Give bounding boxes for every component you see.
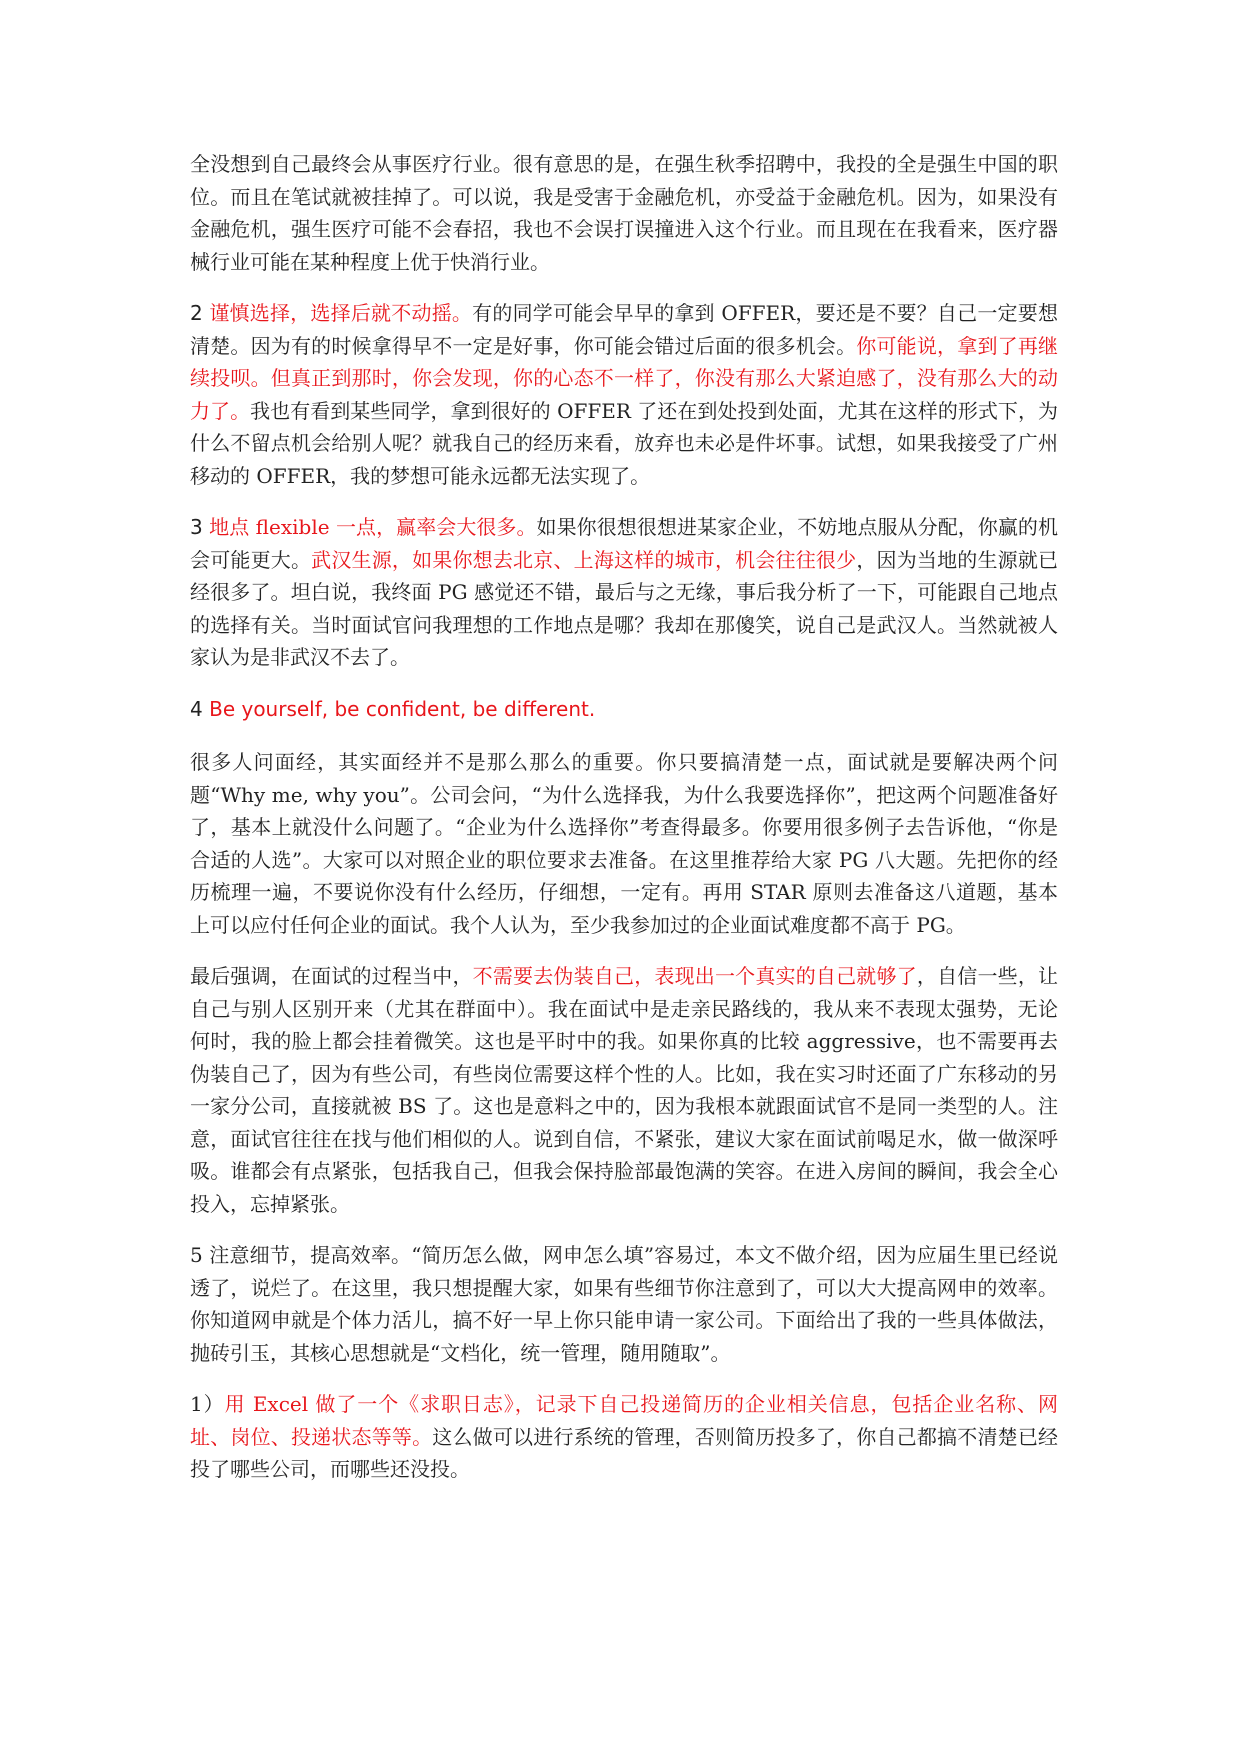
highlighted-text-run: 你可能说，拿到了再继续投呗。但真正到那时，你会发现，你的心态不一样了，你没有那么大紧迫感了，没有那么大的动力了。 (190, 333, 1059, 423)
highlighted-text-run: 不需要去伪装自己，表现出一个真实的自己就够了 (472, 964, 917, 988)
paragraph-tip-4-heading (190, 693, 1058, 726)
paragraph-tip-3 (190, 511, 1058, 674)
tip-number: 3 (190, 515, 210, 539)
list-number: 1） (190, 1392, 225, 1416)
text-run: 很多人问面经，其实面经并不是那么那么的重要。你只要搞清楚一点，面试就是要解决两个问题“Why me, why you”。公司会问，“为什么选择我，为什么我要选择你”，把这两个问题准备好了，基本上就没什么问题了。“企业为什么选择你”考查得最多。你要用很多例子去告诉他，“你是合适的人选”。大家可以对照企业的职位要求去准备。在这里推荐给大家 PG 八大题。先把你的经历梳理一遍，不要说你没有什么经历，仔细想，一定有。再用 STAR 原则去准备这八道题，基本上可以应付任何企业的面试。我个人认为，至少我参加过的企业面试难度都不高于 PG。 (190, 750, 1058, 937)
paragraph-interview-experience (190, 746, 1058, 941)
text-run: ，因为当地的生源就已经很多了。坦白说，我终面 PG 感觉还不错，最后与之无缘，事后我分析了一下，可能跟自己地点的选择有关。当时面试官问我理想的工作地点是哪？我却在那傻笑，说自己是武汉人。当然就被人家认为是非武汉不去了。 (190, 547, 1059, 669)
text-run: 有的同学可能会早早的拿到 OFFER，要还是不要？自己一定要想清楚。因为有的时候拿得早不一定是好事，你可能会错过后面的很多机会。 (190, 301, 1058, 358)
text-run: 5 注意细节，提高效率。“简历怎么做，网申怎么填”容易过，本文不做介绍，因为应届生里已经说透了，说烂了。在这里，我只想提醒大家，如果有些细节你注意到了，可以大大提高网申的效率。你知道网申就是个体力活儿，搞不好一早上你只能申请一家公司。下面给出了我的一些具体做法，抛砖引玉，其核心思想就是“文档化，统一管理，随用随取”。 (190, 1243, 1058, 1365)
document-body (190, 148, 1058, 1505)
tip-number: 2 (190, 301, 210, 325)
paragraph-tip-5-item-1 (190, 1388, 1058, 1486)
highlighted-text-run: 地点 flexible 一点，赢率会大很多。 (209, 515, 537, 539)
highlighted-text-run: 谨慎选择，选择后就不动摇。 (209, 301, 473, 325)
text-run: 最后强调，在面试的过程当中， (190, 964, 473, 988)
text-run: 这么做可以进行系统的管理，否则简历投多了，你自己都搞不清楚已经投了哪些公司，而哪些还没投。 (190, 1424, 1059, 1481)
text-run: 全没想到自己最终会从事医疗行业。很有意思的是，在强生秋季招聘中，我投的全是强生中国的职位。而且在笔试就被挂掉了。可以说，我是受害于金融危机，亦受益于金融危机。因为，如果没有金融危机，强生医疗可能不会春招，我也不会误打误撞进入这个行业。而且现在在我看来，医疗器械行业可能在某种程度上优于快消行业。 (190, 152, 1058, 274)
highlighted-text-run: Be yourself, be confident, be different. (209, 696, 596, 721)
highlighted-text-run: 武汉生源，如果你想去北京、上海这样的城市，机会往往很少 (311, 547, 857, 572)
paragraph-industry-choice (190, 148, 1058, 278)
paragraph-tip-2 (190, 297, 1058, 492)
paragraph-tip-5 (190, 1239, 1058, 1369)
text-run: 如果你很想很想进某家企业，不妨地点服从分配，你赢的机会可能更大。 (190, 515, 1058, 572)
text-run: ，自信一些，让自己与别人区别开来（尤其在群面中）。我在面试中是走亲民路线的，我从来不表现太强势，无论何时，我的脸上都会挂着微笑。这也是平时中的我。如果你真的比较 aggressive，也不需要再去伪装自己了，因为有些公司，有些岗位需要这样个性的人。比如，我在实习时还面了广东移动的另一家分公司，直接就被 BS 了。这也是意料之中的，因为我根本就跟面试官不是同一类型的人。注意，面试官往往在找与他们相似的人。说到自信，不紧张，建议大家在面试前喝足水，做一做深呼吸。谁都会有点紧张，包括我自己，但我会保持脸部最饱满的笑容。在进入房间的瞬间，我会全心投入，忘掉紧张。 (190, 964, 1059, 1216)
highlighted-text-run: 用 Excel 做了一个《求职日志》，记录下自己投递简历的企业相关信息，包括企业名称、网址、岗位、投递状态等等。 (190, 1392, 1058, 1449)
paragraph-be-yourself (190, 960, 1058, 1220)
tip-number: 4 (190, 696, 210, 721)
text-run: 我也有看到某些同学，拿到很好的 OFFER 了还在到处投到处面，尤其在这样的形式下，为什么不留点机会给别人呢？就我自己的经历来看，放弃也未必是件坏事。试想，如果我接受了广州移动的 OFFER，我的梦想可能永远都无法实现了。 (190, 398, 1059, 488)
